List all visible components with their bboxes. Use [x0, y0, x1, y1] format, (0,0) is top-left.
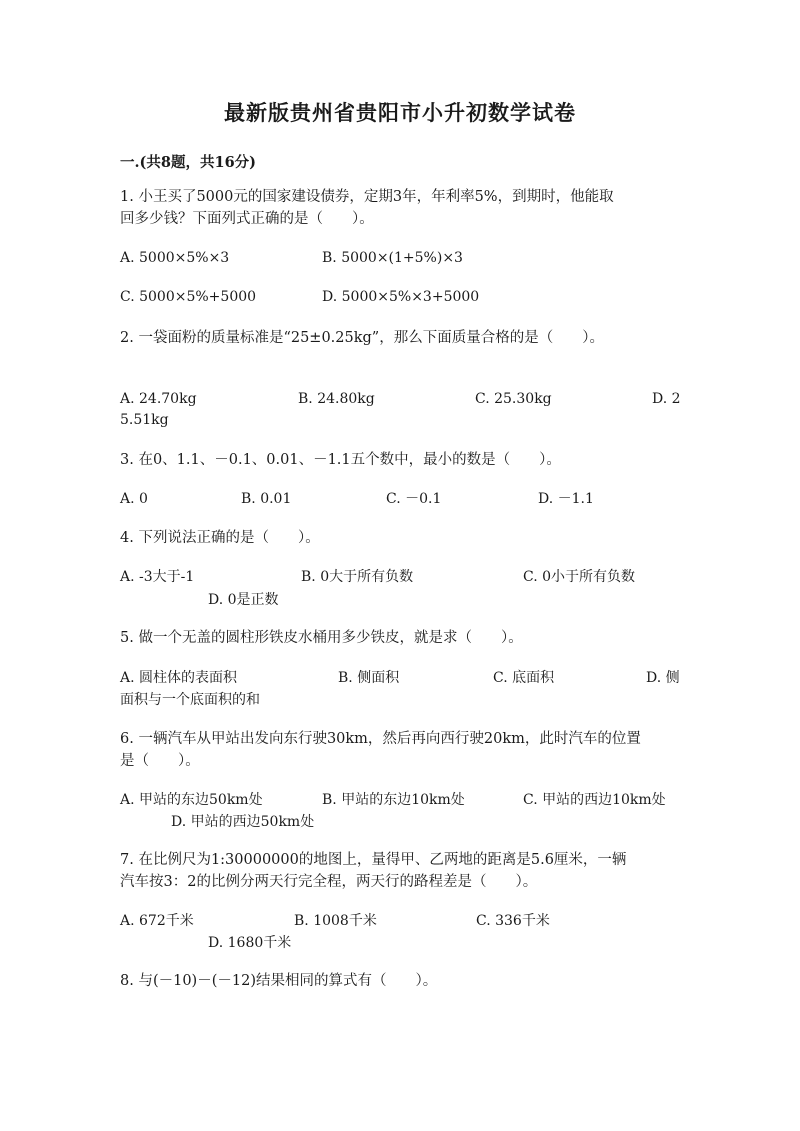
question-4	[120, 527, 680, 549]
question-line: 6. 一辆汽车从甲站出发向东行驶30km，然后再向西行驶20km，此时汽车的位置	[120, 731, 641, 747]
option-a: A. -3大于-1	[120, 569, 195, 585]
option-a: A. 甲站的东边50km处	[120, 792, 263, 808]
question-line: 汽车按3：2的比例分两天行完全程，两天行的路程差是（ ）。	[120, 874, 538, 890]
question-line: 4. 下列说法正确的是（ ）。	[120, 530, 320, 546]
question-line: 7. 在比例尺为1:30000000的地图上，量得甲、乙两地的距离是5.6厘米，一辆	[120, 852, 627, 868]
question-7	[120, 849, 680, 893]
question-line: 是（ ）。	[120, 753, 200, 769]
option-d: D. 侧	[646, 670, 680, 686]
section-heading: 一.(共8题，共16分)	[120, 154, 257, 171]
option-d-continued: 面积与一个底面积的和	[120, 692, 260, 708]
option-b: B. 24.80kg	[298, 391, 375, 407]
option-c: C. －0.1	[386, 491, 442, 507]
option-d: D. 0是正数	[208, 592, 279, 608]
option-a: A. 24.70kg	[120, 391, 197, 407]
question-line: 8. 与(－10)－(－12)结果相同的算式有（ ）。	[120, 973, 438, 989]
question-8	[120, 970, 680, 992]
option-c: C. 0小于所有负数	[523, 569, 636, 585]
option-d: D. －1.1	[538, 491, 594, 507]
question-line: 回多少钱？下面列式正确的是（ ）。	[120, 211, 374, 227]
option-b: B. 0大于所有负数	[301, 569, 414, 585]
option-a: A. 圆柱体的表面积	[120, 670, 238, 686]
question-6	[120, 728, 680, 772]
option-c: C. 底面积	[493, 670, 555, 686]
option-c: C. 甲站的西边10km处	[523, 792, 666, 808]
page-title: 最新版贵州省贵阳市小升初数学试卷	[224, 100, 576, 125]
question-line: 2. 一袋面粉的质量标准是“25±0.25kg”，那么下面质量合格的是（ ）。	[120, 330, 604, 346]
option-b: B. 1008千米	[294, 913, 377, 929]
question-1	[120, 186, 680, 230]
option-d: D. 甲站的西边50km处	[171, 814, 315, 830]
option-b: B. 甲站的东边10km处	[322, 792, 465, 808]
question-3	[120, 449, 680, 471]
option-b: B. 0.01	[241, 491, 292, 507]
option-a: A. 672千米	[120, 913, 194, 929]
question-line: 1. 小王买了5000元的国家建设债券，定期3年，年利率5%，到期时，他能取	[120, 189, 614, 205]
question-5	[120, 627, 680, 649]
option-c: C. 25.30kg	[475, 391, 552, 407]
question-line: 5. 做一个无盖的圆柱形铁皮水桶用多少铁皮，就是求（ ）。	[120, 630, 523, 646]
option-b: B. 5000×(1+5%)×3	[322, 250, 463, 266]
option-d: D. 1680千米	[208, 935, 292, 951]
option-d: D. 5000×5%×3+5000	[322, 289, 480, 305]
option-a: A. 0	[120, 491, 148, 507]
option-c: C. 5000×5%+5000	[120, 289, 257, 305]
question-2	[120, 327, 680, 349]
option-d-continued: 5.51kg	[120, 412, 169, 428]
option-d: D. 2	[652, 391, 681, 407]
option-b: B. 侧面积	[338, 670, 400, 686]
option-a: A. 5000×5%×3	[120, 250, 230, 266]
option-c: C. 336千米	[476, 913, 550, 929]
question-line: 3. 在0、1.1、－0.1、0.01、－1.1五个数中，最小的数是（ ）。	[120, 452, 561, 468]
